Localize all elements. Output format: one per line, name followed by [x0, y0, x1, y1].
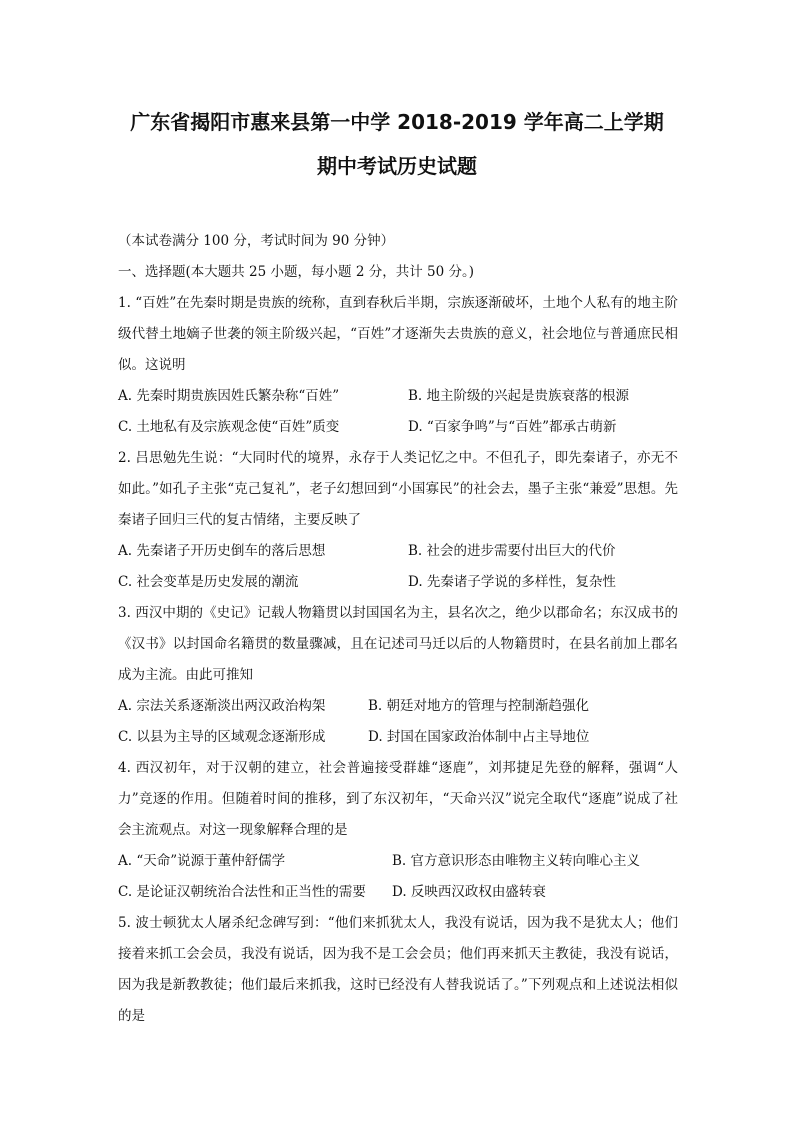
option-b: B. 地主阶级的兴起是贵族衰落的根源: [408, 388, 630, 404]
option-d: D. “百家争鸣”与“百姓”都承古萌新: [408, 419, 617, 435]
option-b: B. 官方意识形态由唯物主义转向唯心主义: [392, 853, 641, 869]
question-2: [118, 443, 678, 598]
option-c: C. 以县为主导的区域观念逐渐形成: [118, 729, 326, 745]
page-title-line1: 广东省揭阳市惠来县第一中学 2018-2019 学年高二上学期: [130, 110, 664, 134]
question-5: [118, 908, 678, 1032]
option-a: A. 先秦诸子开历史倒车的落后思想: [118, 543, 326, 559]
option-a: A. 先秦时期贵族因姓氏繁杂称“百姓”: [118, 388, 340, 404]
question-text: 4. 西汉初年，对于汉朝的建立，社会普遍接受群雄“逐鹿”，刘邦捷足先登的解释，强调“人力”竞逐的作用。但随着时间的推移，到了东汉初年，“天命兴汉”说完全取代“逐鹿”说成了社会主流观点。对这一现象解释合理的是: [118, 760, 678, 838]
options: [118, 691, 678, 753]
options: [118, 846, 678, 908]
question-text: 2. 吕思勉先生说：“大同时代的境界，永存于人类记忆之中。不但孔子，即先秦诸子，亦无不如此。”如孔子主张“克己复礼”，老子幻想回到“小国寡民”的社会去，墨子主张“兼爱”思想。先秦诸子回归三代的复古情绪，主要反映了: [118, 450, 678, 528]
exam-body: [118, 226, 678, 1032]
option-a: A. “天命”说源于董仲舒儒学: [118, 853, 286, 869]
option-b: B. 社会的进步需要付出巨大的代价: [408, 543, 616, 559]
option-c: C. 是论证汉朝统治合法性和正当性的需要: [118, 884, 366, 900]
option-d: D. 封国在国家政治体制中占主导地位: [368, 729, 590, 745]
option-b: B. 朝廷对地方的管理与控制渐趋强化: [368, 698, 590, 714]
option-c: C. 社会变革是历史发展的潮流: [118, 574, 299, 590]
question-text: 5. 波士顿犹太人屠杀纪念碑写到：“他们来抓犹太人，我没有说话，因为我不是犹太人；他们接着来抓工会会员，我没有说话，因为我不是工会会员；他们再来抓天主教徒，我没有说话，因为我是新教教徒；他们最后来抓我，这时已经没有人替我说话了。”下列观点和上述说法相似的是: [118, 915, 678, 1024]
option-d: D. 先秦诸子学说的多样性，复杂性: [408, 574, 616, 590]
question-1: [118, 288, 678, 443]
question-text: 3. 西汉中期的《史记》记载人物籍贯以封国国名为主，县名次之，绝少以郡命名；东汉成书的《汉书》以封国命名籍贯的数量骤减，且在记述司马迁以后的人物籍贯时，在县名前加上郡名成为主流。由此可推知: [118, 605, 678, 683]
question-3: [118, 598, 678, 753]
option-a: A. 宗法关系逐渐淡出两汉政治构架: [118, 698, 326, 714]
page-title-line2: 期中考试历史试题: [317, 154, 477, 178]
exam-note: （本试卷满分 100 分，考试时间为 90 分钟）: [118, 233, 395, 249]
options: [118, 536, 678, 598]
options: [118, 381, 678, 443]
option-c: C. 土地私有及宗族观念使“百姓”质变: [118, 419, 340, 435]
question-4: [118, 753, 678, 908]
option-d: D. 反映西汉政权由盛转衰: [392, 884, 546, 900]
question-text: 1. “百姓”在先秦时期是贵族的统称，直到春秋后半期，宗族逐渐破坏，土地个人私有的地主阶级代替土地嫡子世袭的领主阶级兴起，“百姓”才逐渐失去贵族的意义，社会地位与普通庶民相似。这说明: [118, 295, 678, 373]
section-heading: 一、选择题(本大题共 25 小题，每小题 2 分，共计 50 分。): [118, 264, 474, 280]
